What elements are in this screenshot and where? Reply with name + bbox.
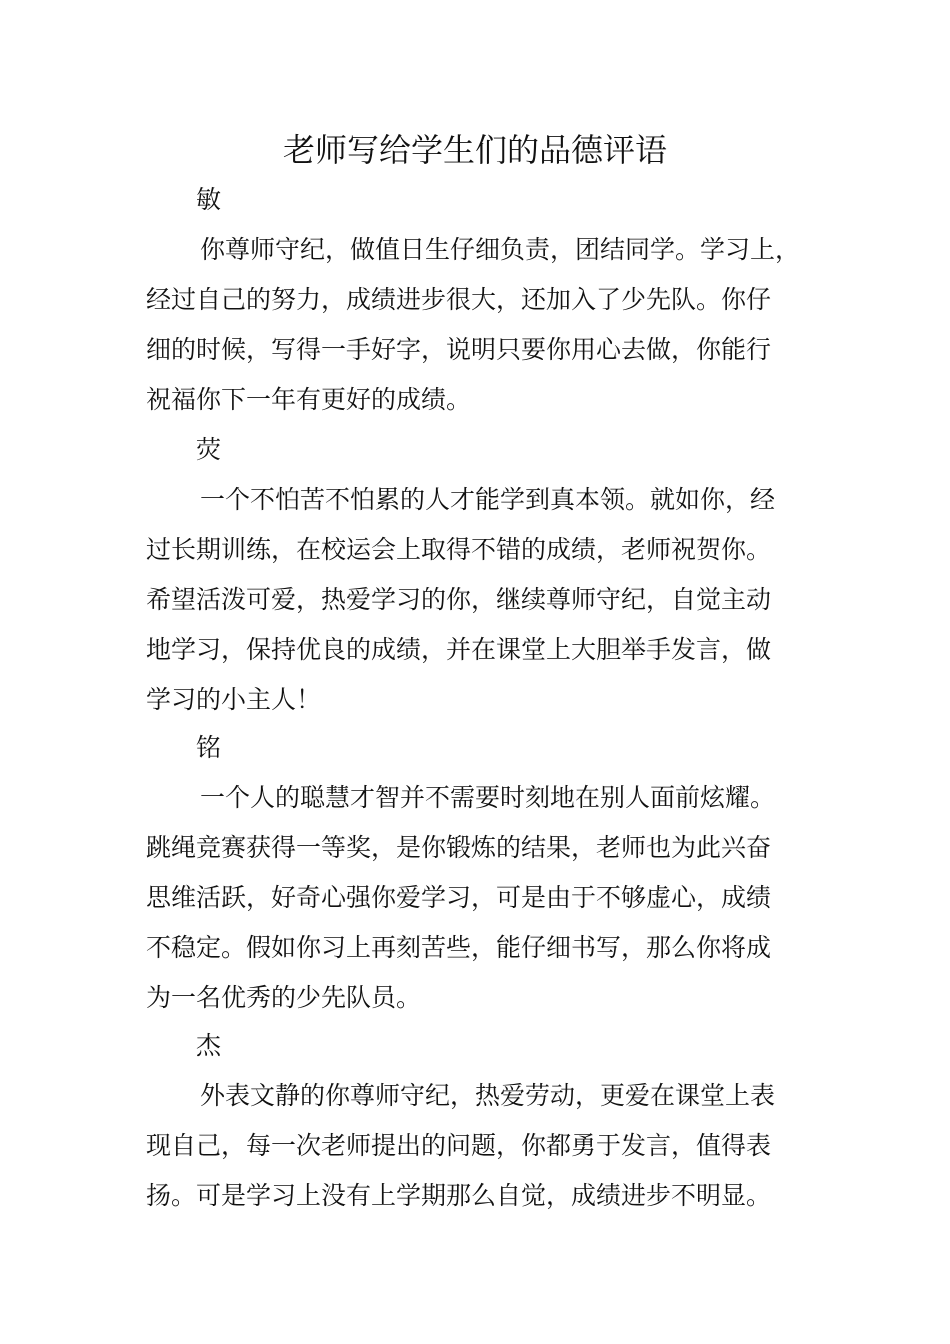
comment-line: 希望活泼可爱，热爱学习的你，继续尊师守纪，自觉主动 (146, 585, 772, 614)
comment-line: 为一名优秀的少先队员。 (146, 983, 422, 1012)
comment-line: 祝福你下一年有更好的成绩。 (146, 385, 472, 414)
student-name-ying: 荧 (196, 435, 222, 464)
comment-line: 跳绳竞赛获得一等奖，是你锻炼的结果，老师也为此兴奋 (146, 833, 772, 862)
student-name-min: 敏 (196, 185, 222, 214)
student-name-ming: 铭 (196, 733, 222, 762)
comment-line: 过长期训练，在校运会上取得不错的成绩，老师祝贺你。 (146, 535, 772, 564)
comment-line: 扬。可是学习上没有上学期那么自觉，成绩进步不明显。 (146, 1181, 772, 1210)
student-name-jie: 杰 (196, 1031, 222, 1060)
comment-line: 你尊师守纪，做值日生仔细负责，团结同学。学习上， (200, 235, 801, 264)
comment-line: 不稳定。假如你习上再刻苦些，能仔细书写，那么你将成 (146, 933, 772, 962)
comment-line: 现自己，每一次老师提出的问题，你都勇于发言，值得表 (146, 1131, 772, 1160)
comment-line: 细的时候，写得一手好字，说明只要你用心去做，你能行 (146, 335, 772, 364)
comment-line: 学习的小主人！ (146, 685, 322, 714)
comment-line: 外表文静的你尊师守纪，热爱劳动，更爱在课堂上表 (200, 1081, 776, 1110)
comment-line: 一个人的聪慧才智并不需要时刻地在别人面前炫耀。 (200, 783, 776, 812)
comment-line: 经过自己的努力，成绩进步很大，还加入了少先队。你仔 (146, 285, 772, 314)
comment-line: 地学习，保持优良的成绩，并在课堂上大胆举手发言，做 (146, 635, 772, 664)
comment-line: 一个不怕苦不怕累的人才能学到真本领。就如你，经 (200, 485, 776, 514)
document-title: 老师写给学生们的品德评语 (282, 131, 667, 169)
comment-line: 思维活跃，好奇心强你爱学习，可是由于不够虚心，成绩 (146, 883, 772, 912)
